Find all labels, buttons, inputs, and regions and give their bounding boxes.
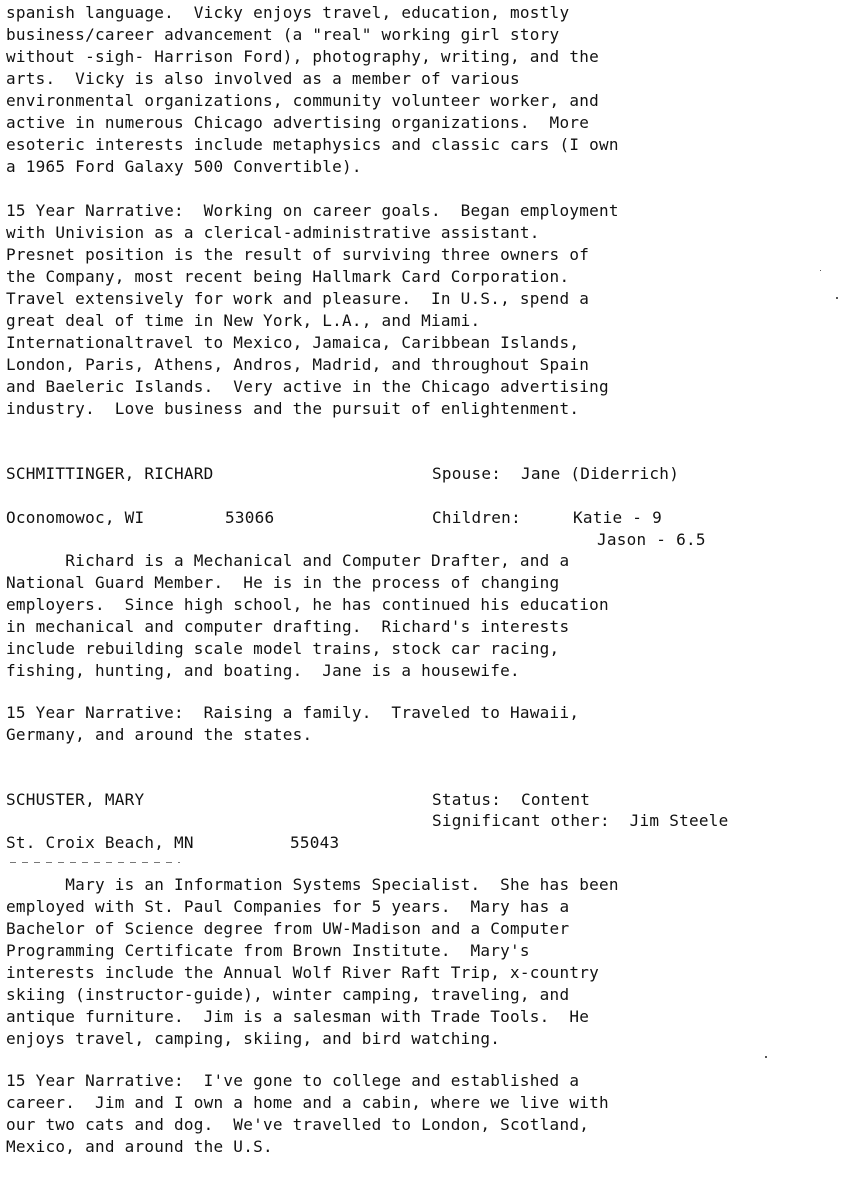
entry-zip: 53066: [225, 508, 275, 527]
child-item: Katie - 9: [573, 508, 662, 527]
spouse-field: Spouse: Jane (Diderrich): [432, 464, 680, 483]
text-line: great deal of time in New York, L.A., and Miami.: [6, 311, 481, 330]
text-line: esoteric interests include metaphysics and classic cars (I own: [6, 135, 619, 154]
text-line: employers. Since high school, he has continued his education: [6, 595, 609, 614]
text-line: without -sigh- Harrison Ford), photography, writing, and the: [6, 47, 599, 66]
text-line: with Univision as a clerical-administrative assistant.: [6, 223, 540, 242]
text-line: London, Paris, Athens, Andros, Madrid, and throughout Spain: [6, 355, 590, 374]
text-line: National Guard Member. He is in the process of changing: [6, 573, 560, 592]
text-line: include rebuilding scale model trains, stock car racing,: [6, 639, 560, 658]
entry-name: SCHUSTER, MARY: [6, 790, 145, 809]
text-line: in mechanical and computer drafting. Richard's interests: [6, 617, 570, 636]
status-field: Status: Content: [432, 790, 591, 809]
child-item: Jason - 6.5: [597, 530, 706, 549]
text-line: business/career advancement (a "real" working girl story: [6, 25, 560, 44]
entry-city: St. Croix Beach, MN: [6, 833, 194, 852]
text-line: Mary is an Information Systems Specialist. She has been: [6, 875, 619, 894]
text-line: Presnet position is the result of surviving three owners of: [6, 245, 590, 264]
scan-speck: [765, 1056, 767, 1058]
scan-dash-artifact: [10, 862, 180, 863]
text-line: enjoys travel, camping, skiing, and bird watching.: [6, 1029, 501, 1048]
text-line: the Company, most recent being Hallmark Card Corporation.: [6, 267, 570, 286]
text-line: a 1965 Ford Galaxy 500 Convertible).: [6, 157, 362, 176]
text-line: interests include the Annual Wolf River Raft Trip, x-country: [6, 963, 599, 982]
text-line: Travel extensively for work and pleasure. In U.S., spend a: [6, 289, 590, 308]
text-line: Mexico, and around the U.S.: [6, 1137, 273, 1156]
entry-zip: 55043: [290, 833, 340, 852]
text-line: spanish language. Vicky enjoys travel, education, mostly: [6, 3, 570, 22]
text-line: 15 Year Narrative: Raising a family. Traveled to Hawaii,: [6, 703, 580, 722]
text-line: environmental organizations, community volunteer worker, and: [6, 91, 599, 110]
text-line: Germany, and around the states.: [6, 725, 313, 744]
entry-city: Oconomowoc, WI: [6, 508, 145, 527]
text-line: 15 Year Narrative: I've gone to college and established a: [6, 1071, 580, 1090]
scan-speck: [836, 297, 838, 299]
text-line: and Baeleric Islands. Very active in the Chicago advertising: [6, 377, 609, 396]
text-line: Richard is a Mechanical and Computer Drafter, and a: [6, 551, 570, 570]
children-label: Children:: [432, 508, 521, 527]
text-line: fishing, hunting, and boating. Jane is a housewife.: [6, 661, 520, 680]
text-line: Internationaltravel to Mexico, Jamaica, Caribbean Islands,: [6, 333, 580, 352]
text-line: arts. Vicky is also involved as a member of various: [6, 69, 520, 88]
text-line: skiing (instructor-guide), winter camping, traveling, and: [6, 985, 570, 1004]
text-line: active in numerous Chicago advertising organizations. More: [6, 113, 590, 132]
text-line: antique furniture. Jim is a salesman with Trade Tools. He: [6, 1007, 590, 1026]
text-line: Bachelor of Science degree from UW-Madison and a Computer: [6, 919, 570, 938]
text-line: Programming Certificate from Brown Institute. Mary's: [6, 941, 530, 960]
text-line: our two cats and dog. We've travelled to London, Scotland,: [6, 1115, 590, 1134]
text-line: 15 Year Narrative: Working on career goals. Began employment: [6, 201, 619, 220]
significant-other-field: Significant other: Jim Steele: [432, 811, 729, 830]
text-line: employed with St. Paul Companies for 5 years. Mary has a: [6, 897, 570, 916]
text-line: career. Jim and I own a home and a cabin, where we live with: [6, 1093, 609, 1112]
text-line: industry. Love business and the pursuit of enlightenment.: [6, 399, 580, 418]
scan-speck: [820, 270, 821, 271]
entry-name: SCHMITTINGER, RICHARD: [6, 464, 214, 483]
